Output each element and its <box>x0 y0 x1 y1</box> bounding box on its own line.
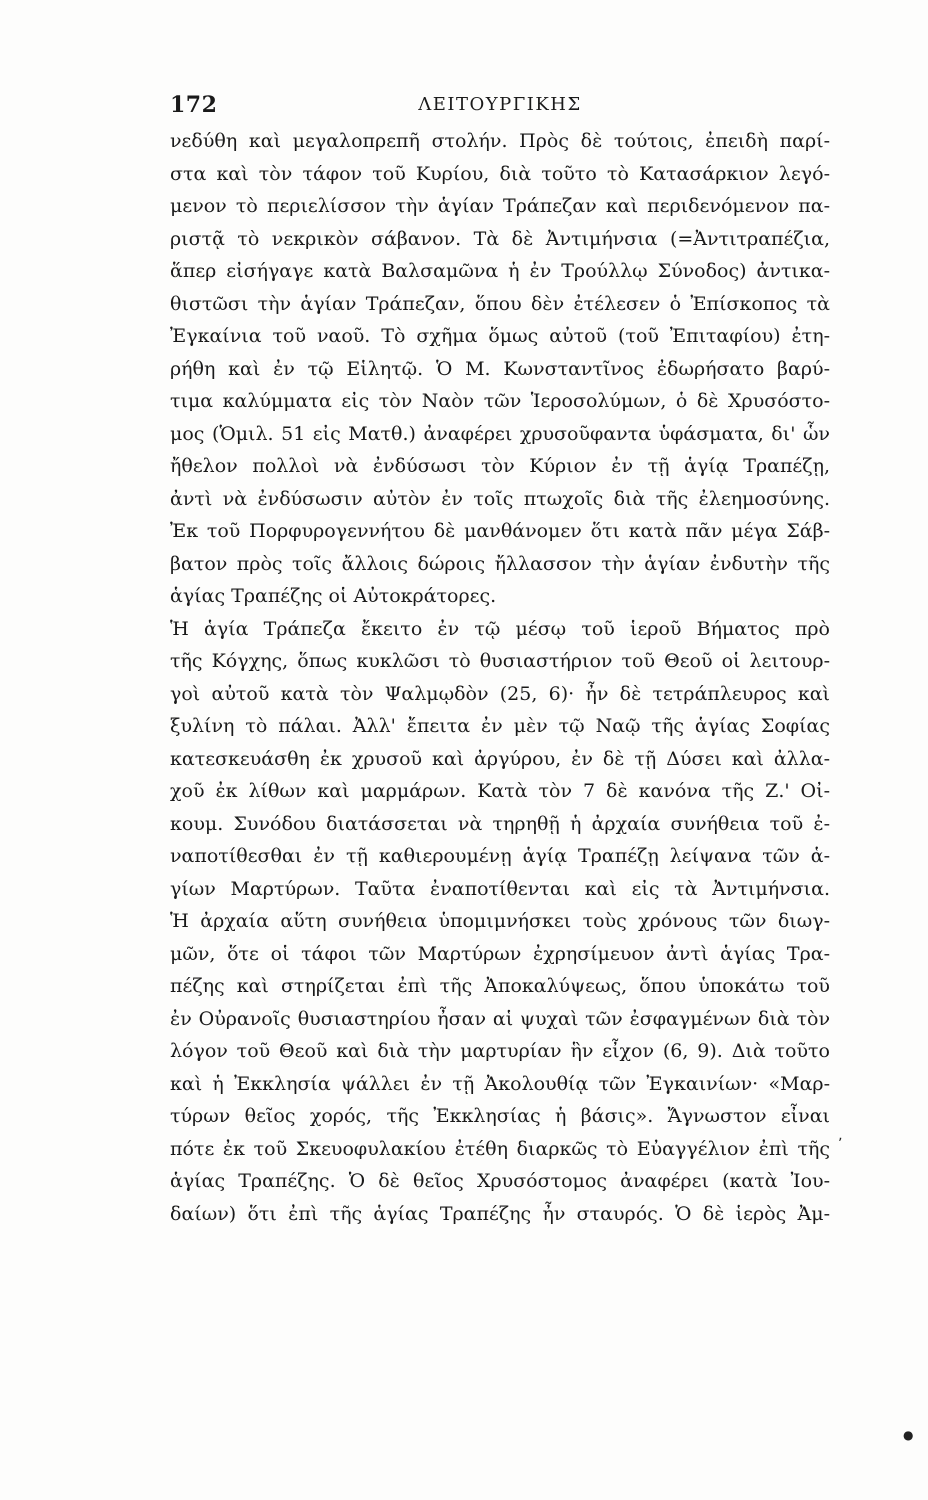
text-line: μενον τὸ περιελίσσον τὴν ἁγίαν Τράπεζαν καὶ περιδενόμενον πα- <box>170 195 830 217</box>
text-line: ἅπερ εἰσήγαγε κατὰ Βαλσαμῶνα ἡ ἐν Τρούλλῳ Σύνοδος) ἀντικα- <box>170 260 830 282</box>
text-line: μῶν, ὅτε οἱ τάφοι τῶν Μαρτύρων ἐχρησίμευον ἀντὶ ἁγίας Τρα- <box>170 942 830 965</box>
page-number: 172 <box>170 92 218 118</box>
text-line: τῆς Κόγχης, ὅπως κυκλῶσι τὸ θυσιαστήριον τοῦ Θεοῦ οἱ λειτουρ- <box>170 650 830 672</box>
margin-dot-mark: ● <box>903 1428 914 1442</box>
text-line: Ἡ ἁγία Τράπεζα ἔκειτο ἐν τῷ μέσῳ τοῦ ἱεροῦ Βήματος πρὸ <box>170 617 830 640</box>
text-line: ναποτίθεσθαι ἐν τῇ καθιερουμένῃ ἁγίᾳ Τραπέζῃ λείψανα τῶν ἁ- <box>170 845 830 867</box>
text-line: χοῦ ἐκ λίθων καὶ μαρμάρων. Κατὰ τὸν 7 δὲ κανόνα τῆς Ζ.' Οἰ- <box>170 780 830 802</box>
text-line: λόγον τοῦ Θεοῦ καὶ διὰ τὴν μαρτυρίαν ἣν εἶχον (6, 9). Διὰ τοῦτο <box>170 1040 830 1062</box>
text-line: γοὶ αὐτοῦ κατὰ τὸν Ψαλμῳδὸν (25, 6)· ἦν δὲ τετράπλευρος καὶ <box>170 682 830 705</box>
text-line: στα καὶ τὸν τάφον τοῦ Κυρίου, διὰ τοῦτο τὸ Κατασάρκιον λεγό- <box>170 162 830 185</box>
text-line: νεδύθη καὶ μεγαλοπρεπῆ στολήν. Πρὸς δὲ τούτοις, ἐπειδὴ παρί- <box>170 130 830 152</box>
running-head <box>170 92 830 122</box>
text-line: κουμ. Συνόδου διατάσσεται νὰ τηρηθῇ ἡ ἀρχαία συνήθεια τοῦ ἐ- <box>170 812 830 835</box>
text-line: ἀντὶ νὰ ἐνδύσωσιν αὐτὸν ἐν τοῖς πτωχοῖς διὰ τῆς ἐλεημοσύνης. <box>170 487 830 510</box>
text-line: Ἡ ἀρχαία αὕτη συνήθεια ὑπομιμνήσκει τοὺς χρόνους τῶν διωγ- <box>170 910 830 932</box>
text-line: θιστῶσι τὴν ἁγίαν Τράπεζαν, ὅπου δὲν ἐτέλεσεν ὁ Ἐπίσκοπος τὰ <box>170 292 830 315</box>
text-line: ξυλίνη τὸ πάλαι. Ἀλλ' ἔπειτα ἐν μὲν τῷ Ναῷ τῆς ἁγίας Σοφίας <box>170 715 830 737</box>
body-text <box>170 125 830 1230</box>
text-line: τύρων θεῖος χορός, τῆς Ἐκκλησίας ἡ βάσις». Ἄγνωστον εἶναι <box>170 1105 830 1127</box>
paragraph-end-line: ἁγίας Τραπέζης οἱ Αὐτοκράτορες. <box>170 585 497 607</box>
text-line: ρήθη καὶ ἐν τῷ Εἱλητῷ. Ὁ Μ. Κωνσταντῖνος ἐδωρήσατο βαρύ- <box>170 357 830 380</box>
text-line: μος (Ὁμιλ. 51 εἰς Ματθ.) ἀναφέρει χρυσοῦφαντα ὑφάσματα, δι' ὧν <box>170 422 830 445</box>
page-header-title: ΛΕΙΤΟΥΡΓΙΚΗΣ <box>418 94 582 115</box>
text-line: ἐν Οὐρανοῖς θυσιαστηρίου ἦσαν αἱ ψυχαὶ τῶν ἐσφαγμένων διὰ τὸν <box>170 1007 830 1030</box>
text-line: πέζης καὶ στηρίζεται ἐπὶ τῆς Ἀποκαλύψεως, ὅπου ὑποκάτω τοῦ <box>170 975 830 997</box>
text-line: Ἐγκαίνια τοῦ ναοῦ. Τὸ σχῆμα ὅμως αὐτοῦ (τοῦ Ἐπιταφίου) ἐτη- <box>170 325 830 347</box>
margin-tick-mark: ʼ <box>838 1136 843 1152</box>
text-line: ἁγίας Τραπέζης. Ὁ δὲ θεῖος Χρυσόστομος ἀναφέρει (κατὰ Ἰου- <box>170 1170 830 1192</box>
text-line: τιμα καλύμματα εἰς τὸν Ναὸν τῶν Ἱεροσολύμων, ὁ δὲ Χρυσόστο- <box>170 390 830 412</box>
text-line: δαίων) ὅτι ἐπὶ τῆς ἁγίας Τραπέζης ἦν σταυρός. Ὁ δὲ ἱερὸς Ἀμ- <box>170 1202 830 1225</box>
text-line: Ἐκ τοῦ Πορφυρογεννήτου δὲ μανθάνομεν ὅτι κατὰ πᾶν μέγα Σάβ- <box>170 520 830 542</box>
text-line: ἤθελον πολλοὶ νὰ ἐνδύσωσι τὸν Κύριον ἐν τῇ ἁγίᾳ Τραπέζῃ, <box>170 455 830 477</box>
text-line: πότε ἐκ τοῦ Σκευοφυλακίου ἐτέθη διαρκῶς τὸ Εὐαγγέλιον ἐπὶ τῆς <box>170 1137 830 1160</box>
text-line: ριστᾷ τὸ νεκρικὸν σάβανον. Τὰ δὲ Ἀντιμήνσια (=Ἀντιτραπέζια, <box>170 227 830 250</box>
text-line: καὶ ἡ Ἐκκλησία ψάλλει ἐν τῇ Ἀκολουθίᾳ τῶν Ἐγκαινίων· «Μαρ- <box>170 1072 830 1095</box>
text-line: βατον πρὸς τοῖς ἄλλοις δώροις ἤλλασσον τὴν ἁγίαν ἐνδυτὴν τῆς <box>170 552 830 575</box>
text-line: γίων Μαρτύρων. Ταῦτα ἐναποτίθενται καὶ εἰς τὰ Ἀντιμήνσια. <box>170 877 830 900</box>
text-line: κατεσκευάσθη ἐκ χρυσοῦ καὶ ἀργύρου, ἐν δὲ τῇ Δύσει καὶ ἀλλα- <box>170 747 830 770</box>
